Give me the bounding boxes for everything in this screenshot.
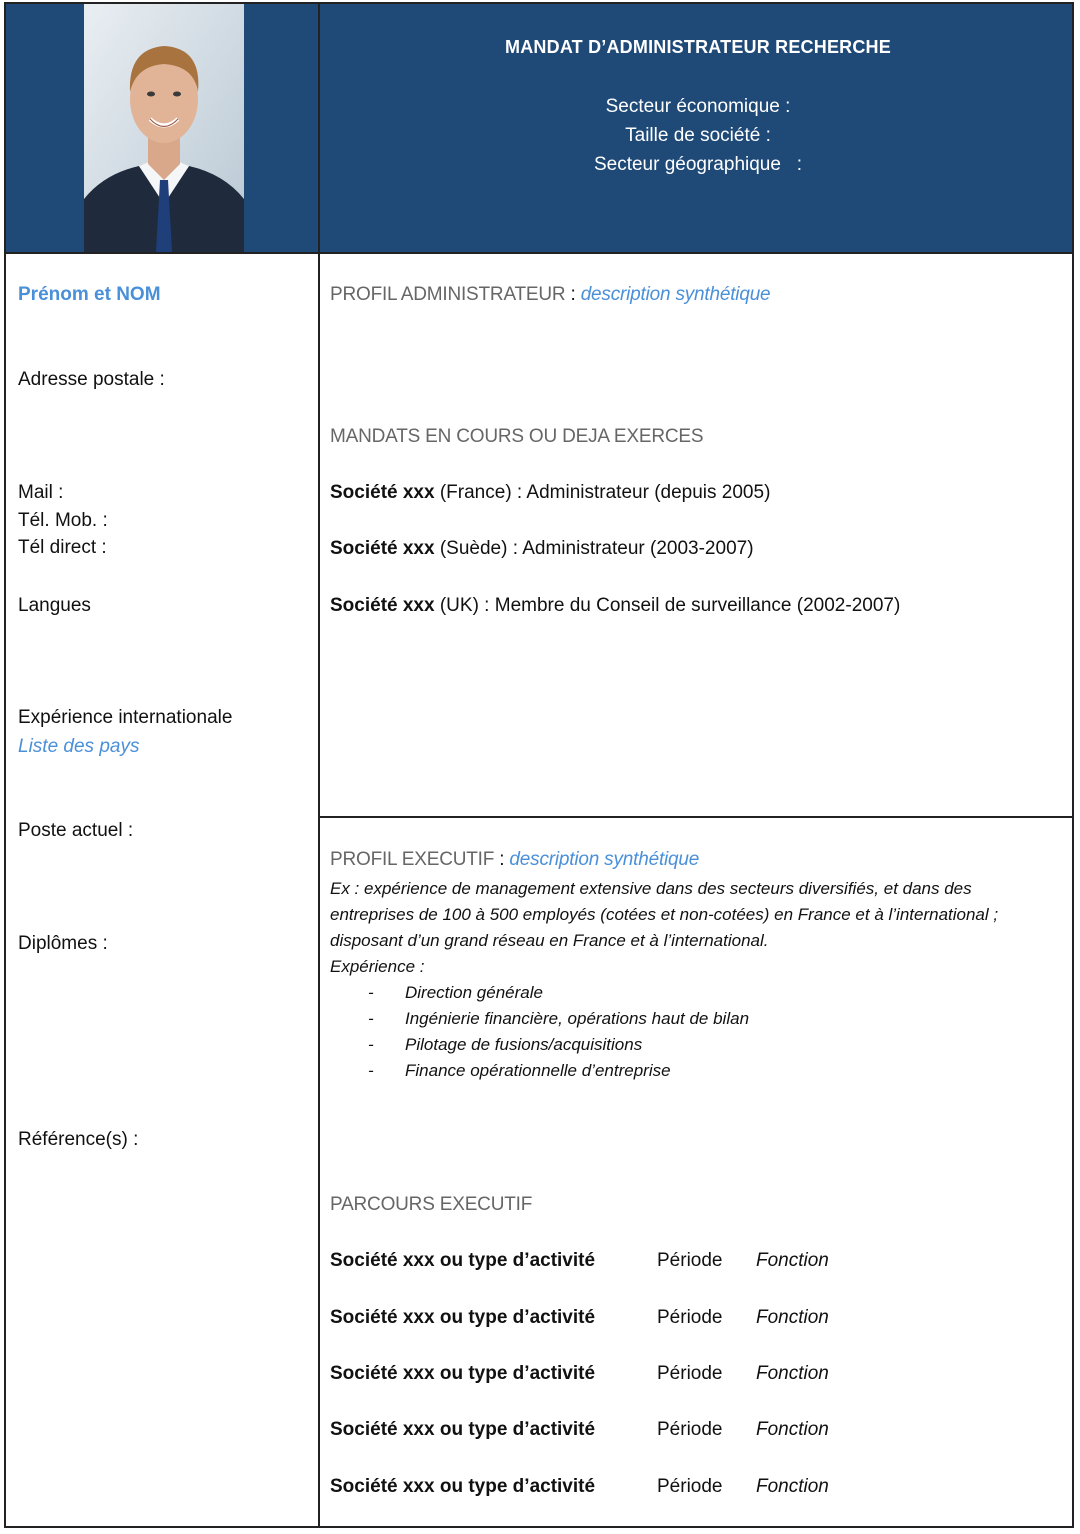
profil-admin-desc: description synthétique (580, 284, 771, 305)
parcours-period: Période (657, 1476, 723, 1497)
header-field-size: Taille de société : (625, 125, 771, 146)
current-post-label: Poste actuel : (18, 820, 134, 841)
parcours-function: Fonction (756, 1419, 829, 1440)
parcours-company: Société xxx ou type d’activité (330, 1250, 596, 1271)
mandat-detail: (France) : Administrateur (depuis 2005) (434, 482, 771, 503)
candidate-name: Prénom et NOM (18, 284, 161, 305)
profil-admin-heading (330, 284, 770, 306)
parcours-period: Période (657, 1307, 723, 1328)
parcours-company: Société xxx ou type d’activité (330, 1476, 596, 1497)
diplomas-label: Diplômes : (18, 933, 108, 954)
parcours-heading: PARCOURS EXECUTIF (330, 1194, 533, 1215)
list-item: - Finance opérationnelle d’entreprise (330, 1058, 1050, 1084)
parcours-function: Fonction (756, 1307, 829, 1328)
exec-profile-text (330, 876, 1050, 1084)
parcours-period: Période (657, 1363, 723, 1384)
mandat-company: Société xxx (330, 482, 435, 503)
column-divider (318, 4, 320, 1526)
mandat-company: Société xxx (330, 595, 435, 616)
parcours-function: Fonction (756, 1363, 829, 1384)
header-banner (6, 4, 1072, 254)
header-fields (320, 92, 1076, 179)
mandat-row (330, 538, 754, 560)
portrait-illustration (84, 4, 244, 252)
mail-label: Mail : (18, 482, 64, 503)
parcours-company: Société xxx ou type d’activité (330, 1363, 596, 1384)
exec-experience-label: Expérience : (330, 957, 425, 976)
list-item: - Pilotage de fusions/acquisitions (330, 1032, 1050, 1058)
mandat-detail: (UK) : Membre du Conseil de surveillance (2002-2007) (434, 595, 901, 616)
parcours-company: Société xxx ou type d’activité (330, 1419, 596, 1440)
mandat-row (330, 482, 770, 504)
profil-exec-label: PROFIL EXECUTIF (330, 849, 495, 870)
intl-experience-label: Expérience internationale (18, 707, 233, 728)
mandat-detail: (Suède) : Administrateur (2003-2007) (434, 538, 754, 559)
languages-label: Langues (18, 595, 91, 616)
section-divider (319, 816, 1072, 818)
parcours-period: Période (657, 1419, 723, 1440)
mandats-heading: MANDATS EN COURS OU DEJA EXERCES (330, 426, 704, 447)
parcours-company: Société xxx ou type d’activité (330, 1307, 596, 1328)
parcours-function: Fonction (756, 1250, 829, 1271)
profil-exec-desc: description synthétique (509, 849, 700, 870)
parcours-period: Période (657, 1250, 723, 1271)
exec-experience-list (330, 980, 1050, 1084)
mandat-company: Société xxx (330, 538, 435, 559)
countries-list: Liste des pays (18, 736, 140, 757)
header-field-geo: Secteur géographique : (593, 154, 803, 175)
portrait-photo (84, 4, 244, 252)
profil-admin-sep: : (565, 284, 581, 305)
header-field-sector: Secteur économique : (605, 96, 791, 117)
mandat-row (330, 595, 900, 617)
profil-exec-sep: : (494, 849, 510, 870)
direct-phone-label: Tél direct : (18, 537, 107, 558)
mobile-phone-label: Tél. Mob. : (18, 510, 108, 531)
address-label: Adresse postale : (18, 369, 165, 390)
list-item: - Direction générale (330, 980, 1050, 1006)
profil-admin-label: PROFIL ADMINISTRATEUR (330, 284, 566, 305)
exec-example: Ex : expérience de management extensive dans des secteurs diversifiés, et dans des entreprises de 100 à 500 employés (cotées et non-cotées) en France et à l’international ; disposant d’un grand réseau en France et à l’international. (330, 879, 999, 950)
references-label: Référence(s) : (18, 1129, 139, 1150)
parcours-function: Fonction (756, 1476, 829, 1497)
list-item: - Ingénierie financière, opérations haut de bilan (330, 1006, 1050, 1032)
header-title: MANDAT D’ADMINISTRATEUR RECHERCHE (505, 37, 891, 57)
cv-page (4, 2, 1074, 1528)
profil-exec-heading (330, 849, 699, 871)
